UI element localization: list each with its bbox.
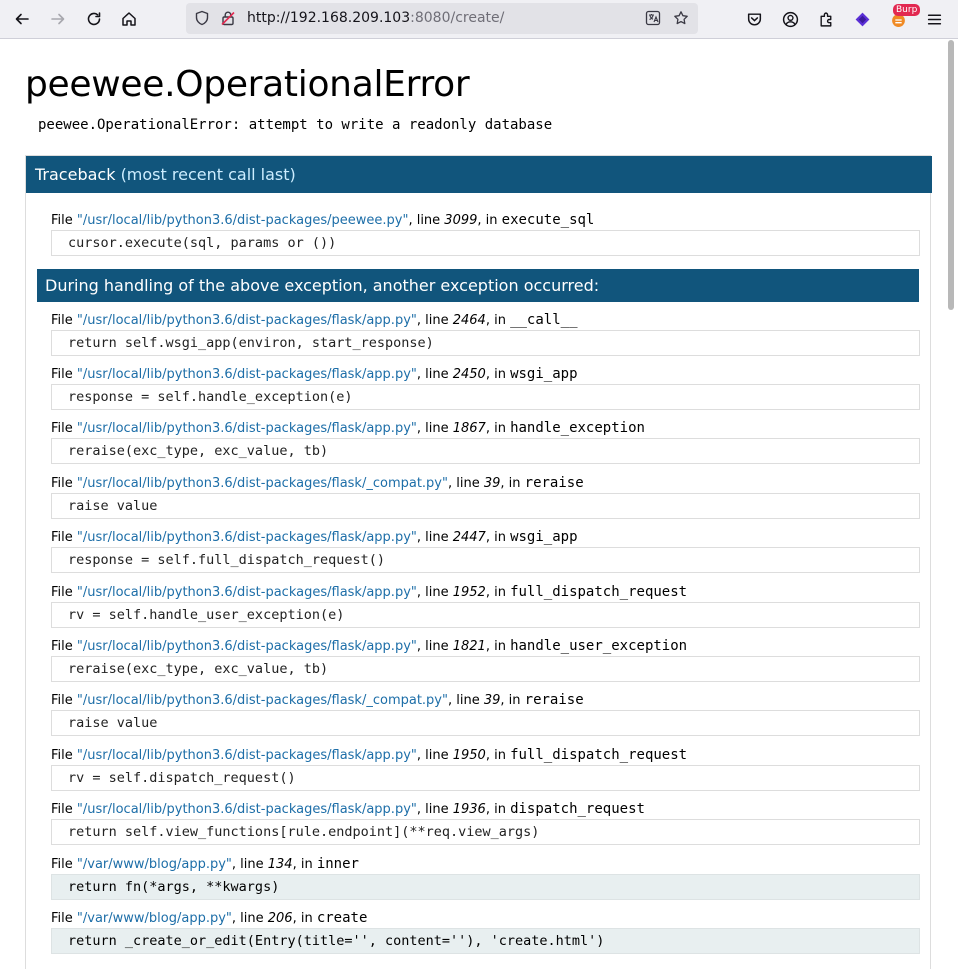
frame-header [51, 910, 367, 926]
frame-filename[interactable]: "/usr/local/lib/python3.6/dist-packages/flask/app.py" [76, 367, 417, 382]
frame-source-line[interactable]: reraise(exc_type, exc_value, tb) [51, 656, 920, 682]
bookmark-star-icon[interactable] [673, 10, 689, 26]
frame-in-label: , in [292, 857, 317, 872]
extensions-icon[interactable] [813, 6, 839, 32]
frame-in-label: , in [485, 748, 511, 763]
frame-function: handle_user_exception [510, 638, 688, 654]
frame-filename[interactable]: "/usr/local/lib/python3.6/dist-packages/flask/app.py" [76, 421, 417, 436]
frame-line-label: , line [447, 693, 484, 708]
frame-function: execute_sql [501, 212, 595, 228]
url-bar[interactable] [186, 3, 698, 34]
page-title: peewee.OperationalError [25, 64, 470, 105]
frame-function: __call__ [510, 312, 578, 328]
frame-source-line[interactable]: rv = self.dispatch_request() [51, 765, 920, 791]
frame-header [51, 856, 359, 872]
frame-lineno: 1952 [452, 585, 486, 600]
frame-function: inner [316, 856, 359, 872]
account-icon[interactable] [777, 6, 803, 32]
frame-header [51, 475, 584, 491]
frame-function: full_dispatch_request [510, 747, 688, 763]
error-message: peewee.OperationalError: attempt to write a readonly database [38, 117, 553, 133]
frame-function: reraise [524, 475, 584, 491]
frame-lineno: 1936 [452, 802, 486, 817]
frame-line-label: , line [416, 802, 453, 817]
frame-source-line[interactable]: raise value [51, 710, 920, 736]
frame-line-label: , line [416, 585, 453, 600]
frame-file-label: File [51, 639, 77, 654]
frame-file-label: File [51, 693, 77, 708]
burp-badge: Burp [893, 4, 920, 16]
traceback-header [26, 156, 932, 193]
frame-source-line[interactable]: return _create_or_edit(Entry(title='', content=''), 'create.html') [51, 928, 920, 954]
frame-line-label: , line [231, 857, 268, 872]
traceback-label: Traceback [35, 165, 116, 184]
frame-file-label: File [51, 857, 77, 872]
frame-function: create [316, 910, 368, 926]
menu-icon[interactable] [921, 6, 947, 32]
forward-icon[interactable] [45, 6, 71, 32]
frame-line-label: , line [231, 911, 268, 926]
exception-chain-message: During handling of the above exception, another exception occurred: [37, 269, 919, 302]
frame-lineno: 2447 [452, 530, 486, 545]
frame-header [51, 692, 584, 708]
frame-filename[interactable]: "/usr/local/lib/python3.6/dist-packages/flask/_compat.py" [76, 476, 448, 491]
page-content [0, 40, 945, 969]
frame-in-label: , in [485, 530, 511, 545]
frame-file-label: File [51, 748, 77, 763]
frame-source-line[interactable]: return self.wsgi_app(environ, start_response) [51, 330, 920, 356]
frame-in-label: , in [485, 802, 511, 817]
frame-in-label: , in [485, 367, 511, 382]
frame-line-label: , line [416, 530, 453, 545]
frame-source-line[interactable]: response = self.full_dispatch_request() [51, 547, 920, 573]
insecure-lock-icon[interactable] [220, 10, 236, 26]
translate-icon[interactable] [645, 10, 661, 26]
frame-filename[interactable]: "/var/www/blog/app.py" [76, 911, 232, 926]
frame-lineno: 2464 [452, 313, 486, 328]
frame-lineno: 39 [483, 693, 501, 708]
frame-in-label: , in [485, 421, 511, 436]
frame-file-label: File [51, 911, 77, 926]
reload-icon[interactable] [81, 6, 107, 32]
frame-header [51, 366, 578, 382]
frame-in-label: , in [485, 585, 511, 600]
frame-file-label: File [51, 421, 77, 436]
frame-in-label: , in [500, 693, 525, 708]
frame-header [51, 529, 578, 545]
frame-function: handle_exception [510, 420, 645, 436]
traceback-sub: (most recent call last) [120, 165, 296, 184]
frame-in-label: , in [477, 213, 502, 228]
scrollbar[interactable] [948, 40, 954, 310]
frame-function: full_dispatch_request [510, 584, 688, 600]
frame-in-label: , in [485, 639, 511, 654]
vpn-extension-icon[interactable] [849, 6, 875, 32]
back-icon[interactable] [9, 6, 35, 32]
frame-file-label: File [51, 213, 77, 228]
frame-header [51, 312, 578, 328]
frame-line-label: , line [447, 476, 484, 491]
frame-filename[interactable]: "/var/www/blog/app.py" [76, 857, 232, 872]
shield-icon[interactable] [194, 10, 210, 26]
frame-filename[interactable]: "/usr/local/lib/python3.6/dist-packages/flask/app.py" [76, 639, 417, 654]
frame-filename[interactable]: "/usr/local/lib/python3.6/dist-packages/flask/app.py" [76, 748, 417, 763]
frame-file-label: File [51, 313, 77, 328]
frame-source-line[interactable]: response = self.handle_exception(e) [51, 384, 920, 410]
frame-lineno: 134 [267, 857, 293, 872]
frame-line-label: , line [416, 367, 453, 382]
frame-source-line[interactable]: reraise(exc_type, exc_value, tb) [51, 438, 920, 464]
frame-function: reraise [524, 692, 584, 708]
frame-source-line[interactable]: raise value [51, 493, 920, 519]
frame-filename[interactable]: "/usr/local/lib/python3.6/dist-packages/flask/_compat.py" [76, 693, 448, 708]
frame-lineno: 1821 [452, 639, 486, 654]
frame-file-label: File [51, 585, 77, 600]
frame-header [51, 212, 594, 228]
frame-lineno: 206 [267, 911, 293, 926]
frame-file-label: File [51, 476, 77, 491]
frame-source-line[interactable]: cursor.execute(sql, params or ()) [51, 230, 920, 256]
frame-file-label: File [51, 367, 77, 382]
frame-line-label: , line [416, 639, 453, 654]
frame-line-label: , line [416, 313, 453, 328]
frame-lineno: 39 [483, 476, 501, 491]
frame-function: wsgi_app [510, 366, 578, 382]
frame-in-label: , in [485, 313, 511, 328]
frame-line-label: , line [416, 748, 453, 763]
frame-file-label: File [51, 530, 77, 545]
frame-lineno: 2450 [452, 367, 486, 382]
frame-header [51, 801, 645, 817]
frame-line-label: , line [408, 213, 445, 228]
frame-in-label: , in [292, 911, 317, 926]
frame-header [51, 747, 687, 763]
frame-in-label: , in [500, 476, 525, 491]
frame-filename[interactable]: "/usr/local/lib/python3.6/dist-packages/flask/app.py" [76, 530, 417, 545]
frame-header [51, 584, 687, 600]
url-text[interactable]: http://192.168.209.103:8080/create/ [247, 10, 505, 26]
frame-filename[interactable]: "/usr/local/lib/python3.6/dist-packages/flask/app.py" [76, 313, 417, 328]
frame-filename[interactable]: "/usr/local/lib/python3.6/dist-packages/peewee.py" [76, 213, 409, 228]
frame-filename[interactable]: "/usr/local/lib/python3.6/dist-packages/flask/app.py" [76, 802, 417, 817]
frame-line-label: , line [416, 421, 453, 436]
frame-source-line[interactable]: return self.view_functions[rule.endpoint](**req.view_args) [51, 819, 920, 845]
frame-lineno: 1867 [452, 421, 486, 436]
frame-source-line[interactable]: rv = self.handle_user_exception(e) [51, 602, 920, 628]
frame-function: wsgi_app [510, 529, 578, 545]
frame-source-line[interactable]: return fn(*args, **kwargs) [51, 874, 920, 900]
frame-filename[interactable]: "/usr/local/lib/python3.6/dist-packages/flask/app.py" [76, 585, 417, 600]
frame-lineno: 3099 [444, 213, 478, 228]
browser-toolbar [0, 0, 958, 39]
frame-file-label: File [51, 802, 77, 817]
frame-lineno: 1950 [452, 748, 486, 763]
frame-header [51, 420, 645, 436]
frame-header [51, 638, 687, 654]
frame-function: dispatch_request [510, 801, 645, 817]
home-icon[interactable] [116, 6, 142, 32]
pocket-icon[interactable] [741, 6, 767, 32]
